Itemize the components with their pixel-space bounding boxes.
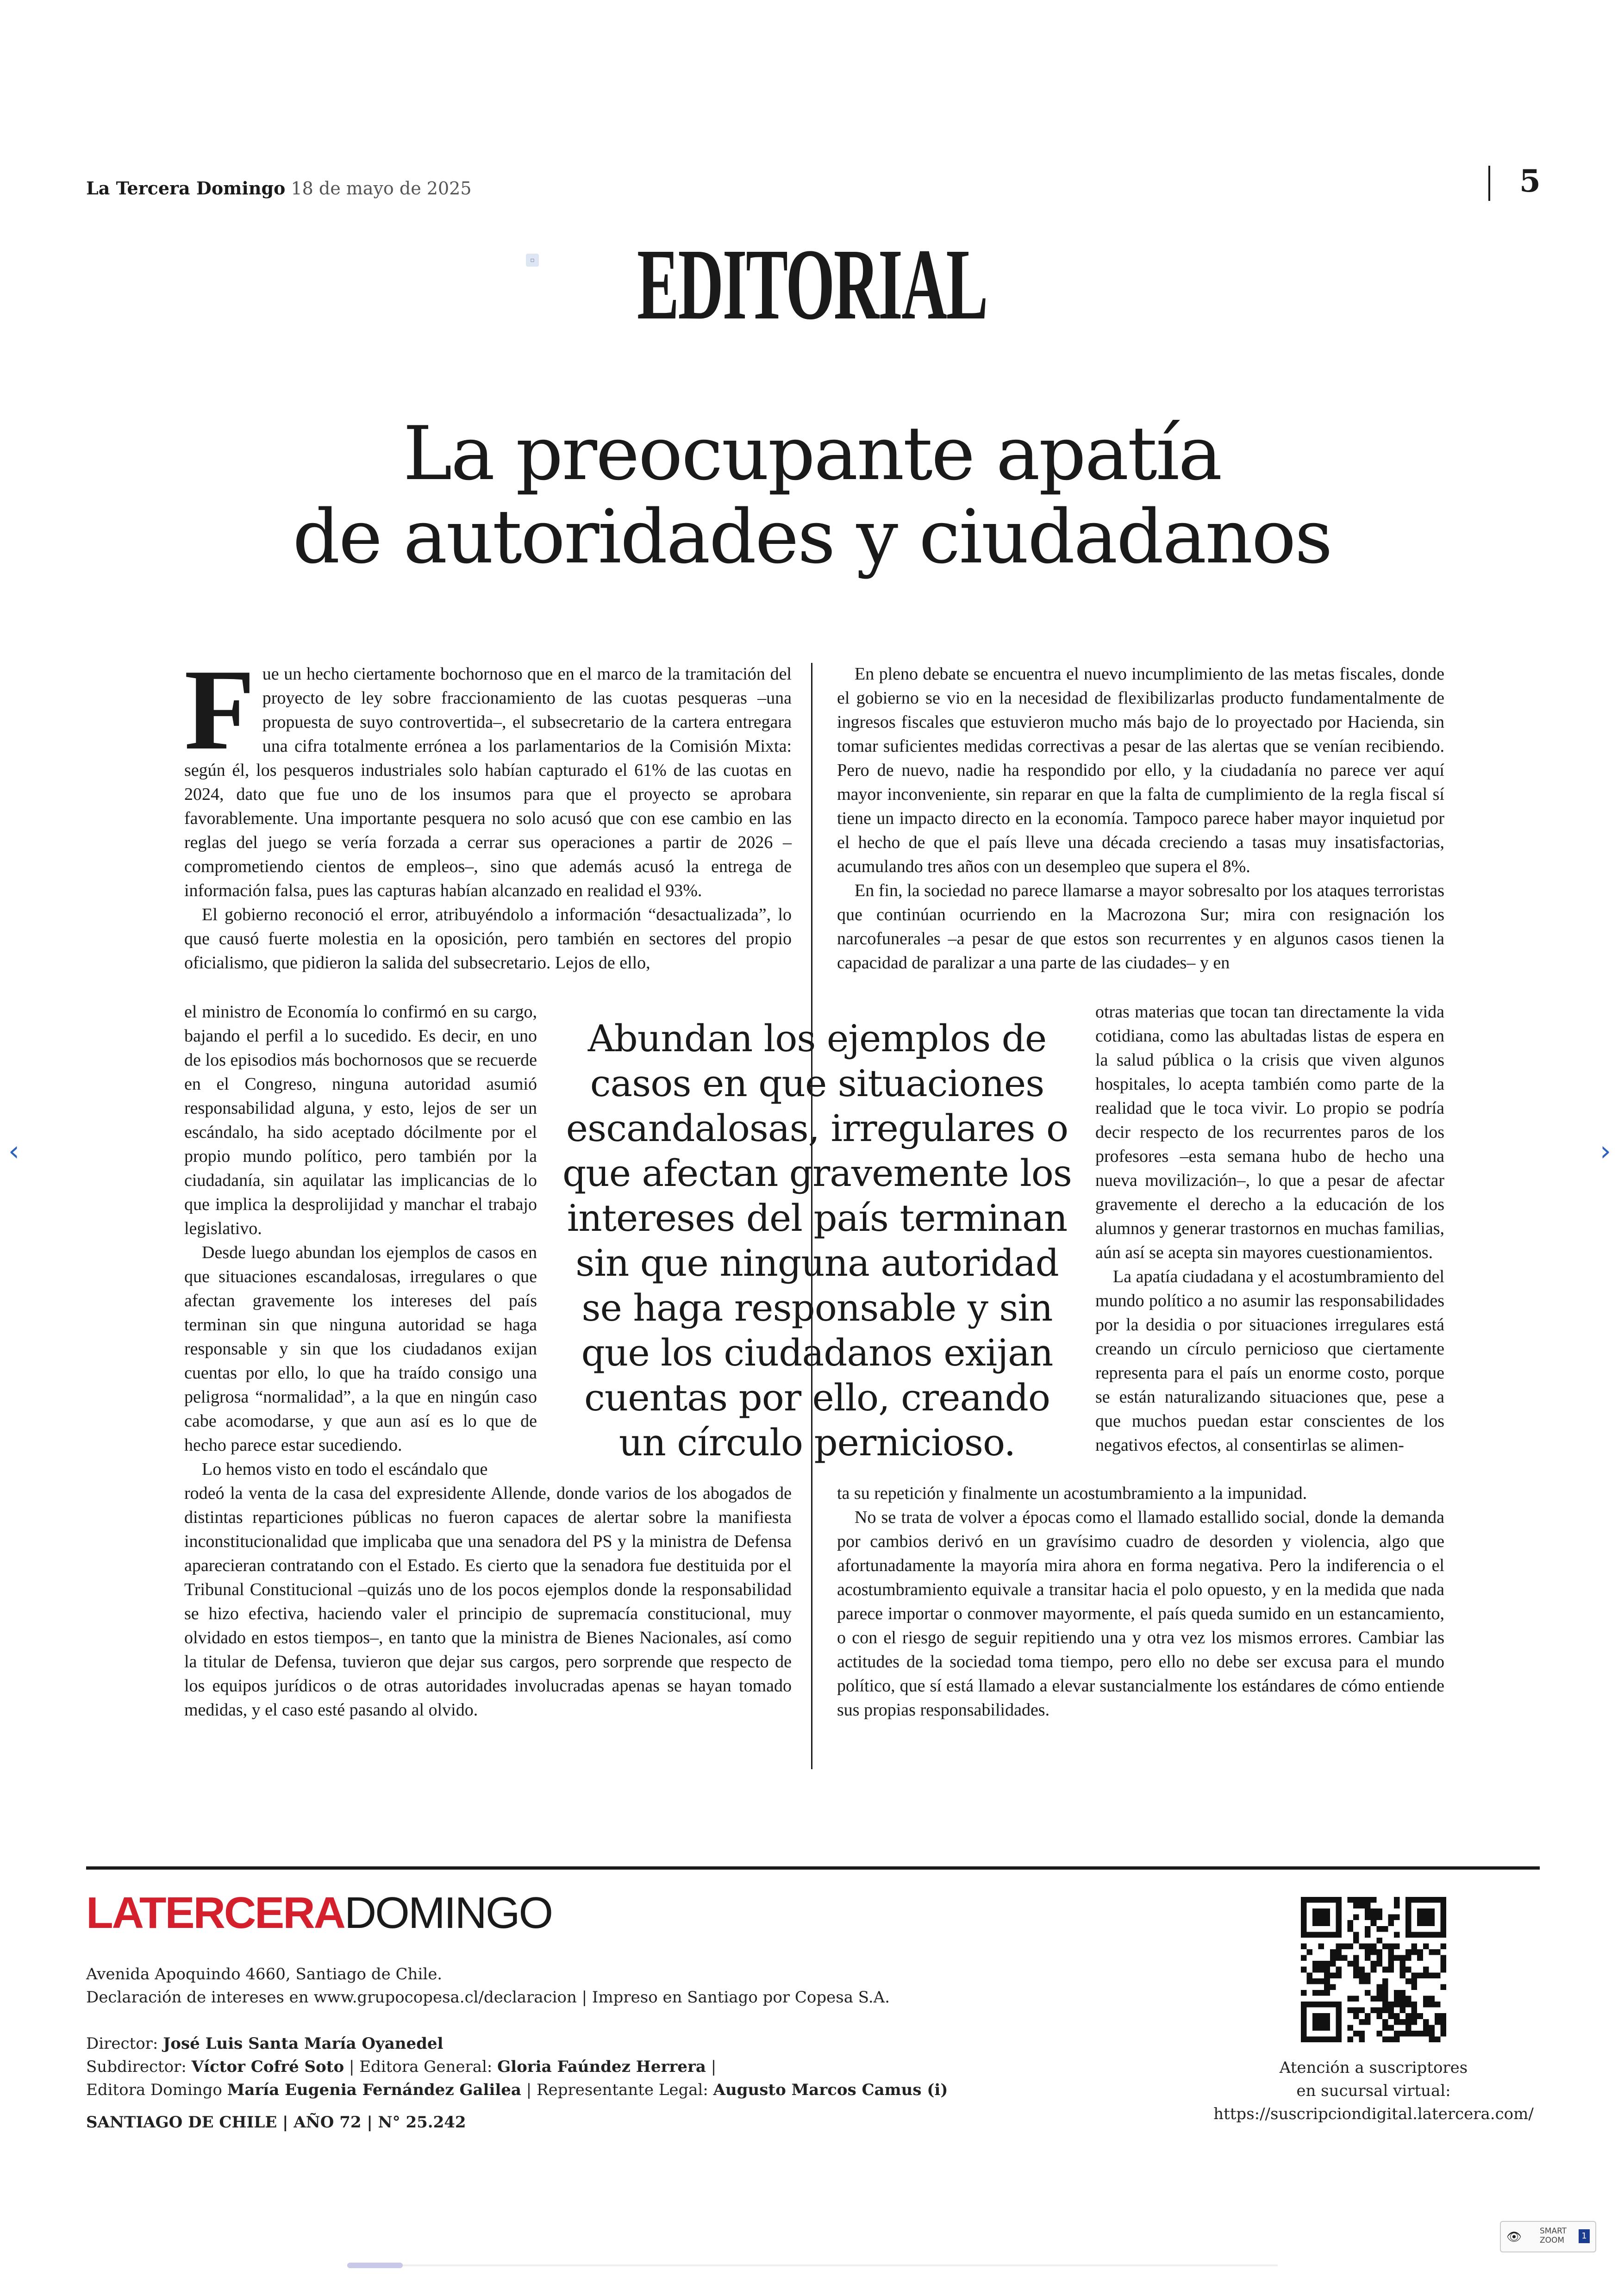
footer-subdirector-line: Subdirector: Víctor Cofré Soto | Editora General: Gloria Faúndez Herrera |	[86, 2058, 717, 2076]
editora-general-label: Editora General:	[359, 2058, 493, 2076]
paragraph-7-start: La apatía ciudadana y el acostumbramiento del mundo político a no asumir las responsabilidades por la desidia o por situaciones irregulares está creando un círculo pernicioso que ciertamente representa para el país un enorme costo, porque se están naturalizando situaciones que, pese a que muchos puedan estar conscientes de los negativos efectos, al consentirlas se alimen-	[1095, 1267, 1444, 1455]
paragraph-6-end: otras materias que tocan tan directamente la vida cotidiana, como las abultadas listas de espera en la salud pública o la crisis que viven algunos hospitales, lo acepta también como parte de la realidad que le toca vivir. Lo propio se podría decir respecto de los recurrentes paros de los profesores –esta semana hubo de hecho una nueva movilización–, lo que a pesar de afectar gravemente el derecho a la educación de los alumnos y generar trastornos en muchas familias, aún así se acepta sin mayores cuestionamientos.	[1095, 1002, 1444, 1262]
smart-zoom-badge: 1	[1579, 2229, 1590, 2243]
subdirector-name: Víctor Cofré Soto	[191, 2058, 344, 2076]
paragraph-5: En pleno debate se encuentra el nuevo incumplimiento de las metas fiscales, donde el gobierno se vio en la necesidad de flexibilizarlas producto fundamentalmente de ingresos fiscales que estuvieron mucho más bajo de lo proyectado por Hacienda, sin tomar suficientes medidas correctivas a pesar de las alertas que se venían recibiendo. Pero de nuevo, nadie ha respondido por ello, y la ciudadanía no parece ver aquí mayor inconveniente, sin reparar en que la falta de cumplimiento de la regla fiscal sí tiene un impacto directo en la economía. Tampoco parece haber mayor inquietud por el hecho de que el país lleve una década creciendo a tasas muy insatisfactorias, acumulando tres años con un desempleo que supera el 8%.	[837, 664, 1444, 876]
editora-domingo-label: Editora Domingo	[86, 2081, 222, 2099]
left-column-middle	[184, 1000, 537, 1481]
subscriber-line-1: Atención a suscriptores	[1279, 2058, 1468, 2077]
footer-divider	[86, 1866, 1540, 1870]
left-column-bottom	[184, 1481, 792, 1773]
page-number-divider	[1488, 166, 1490, 201]
subdirector-label: Subdirector:	[86, 2058, 187, 2076]
left-column-top	[184, 646, 792, 1000]
next-page-button[interactable]	[1600, 1135, 1611, 1167]
right-column-top	[837, 662, 1444, 1000]
right-column-middle	[1095, 1000, 1444, 1481]
prev-page-button[interactable]	[8, 1135, 19, 1167]
right-column-bottom	[837, 1481, 1444, 1773]
page-number: 5	[1519, 163, 1541, 199]
paragraph-7-end: ta su repetición y finalmente un acostumbramiento a la impunidad.	[837, 1484, 1307, 1503]
footer-address: Avenida Apoquindo 4660, Santiago de Chile.	[86, 1965, 443, 1983]
paragraph-6-start: En fin, la sociedad no parece llamarse a mayor sobresalto por los ataques terroristas que continúan ocurriendo en la Macrozona Sur; mira con resignación los narcofunerales –a pesar de que estos son recurrentes y en algunos casos tienen la capacidad de paralizar a una parte de las ciudades– y en	[837, 881, 1444, 973]
headline-line-1: La preocupante apatía	[403, 410, 1221, 497]
editora-general-name: Gloria Faúndez Herrera	[497, 2058, 706, 2076]
image-placeholder-icon: ▫	[526, 254, 539, 267]
paragraph-4-end: rodeó la venta de la casa del expresidente Allende, donde varios de los abogados de distintas reparticiones públicas no fueron capaces de alertar sobre la manifiesta inconstitucionalidad que implicaba que una senadora del PS y la ministra de Defensa aparecieran contratando con el Estado. Es cierto que la senadora fue destituida por el Tribunal Constitucional –quizás uno de los pocos ejemplos donde la responsabilidad se hizo efectiva, haciendo valer el principio de supremacía constitucional, muy olvidado en estos tiempos–, en tanto que la ministra de Bienes Nacionales, así como la titular de Defensa, tuvieron que dejar sus cargos, pero sorprende que respecto de los equipos jurídicos o de otras autoridades involucradas apenas se hayan tomado medidas, y el caso esté pasando al olvido.	[184, 1484, 792, 1720]
publication-name: La Tercera Domingo	[86, 178, 286, 199]
footer-director-line	[86, 2032, 443, 2055]
section-title: EDITORIAL	[637, 228, 987, 341]
footer-declaration: Declaración de intereses en www.grupocopesa.cl/declaracion | Impreso en Santiago por Copesa S.A.	[86, 1988, 890, 2007]
scroll-thumb[interactable]	[347, 2263, 403, 2268]
paragraph-2-start: El gobierno reconoció el error, atribuyéndolo a información “desactualizada”, lo que causó fuerte molestia en la oposición, pero también en sectores del propio oficialismo, que pidieron la salida del subsecretario. Lejos de ello,	[184, 905, 792, 973]
paragraph-3: Desde luego abundan los ejemplos de casos en que situaciones escandalosas, irregulares o que afectan gravemente los intereses del país terminan sin que ninguna autoridad se haga responsable y sin que los ciudadanos exijan cuentas por ello, lo que ha traído consigo una peligrosa “normalidad”, a la que en ningún caso cabe acomodarse, y que aun así es lo que de hecho parece estar sucediendo.	[184, 1243, 537, 1455]
logo-black-part: DOMINGO	[344, 1888, 552, 1938]
representante-label: Representante Legal:	[537, 2081, 708, 2099]
edition-line: SANTIAGO DE CHILE | AÑO 72 | N° 25.242	[86, 2113, 466, 2132]
headline-line-2: de autoridades y ciudadanos	[293, 493, 1331, 580]
footer-editora-line: Editora Domingo María Eugenia Fernández Galilea | Representante Legal: Augusto Marcos Camus (i)	[86, 2081, 948, 2099]
paragraph-4-start: Lo hemos visto en todo el escándalo que	[202, 1459, 488, 1479]
editora-domingo-name: María Eugenia Fernández Galilea	[227, 2081, 521, 2099]
drop-cap: F	[184, 646, 255, 774]
paragraph-1-text: ue un hecho ciertamente bochornoso que en el marco de la tramitación del proyecto de ley sobre fraccionamiento de las cuotas pesqueras –una propuesta de suyo controvertida–, el subsecretario de la cartera entregara una cifra totalmente errónea a los parlamentarios de la Comisión Mixta: según él, los pesqueros industriales solo habían capturado el 61% de las cuotas en 2024, dato que fue uno de los insumos para que el proyecto se aprobara favorablemente. Una importante pesquera no solo acusó que con ese cambio en las reglas del juego se vería forzada a cerrar sus operaciones a partir de 2026 –comprometiendo cientos de empleos–, sino que además acusó la entrega de información falsa, pues las capturas habían alcanzado en realidad el 93%.	[184, 664, 792, 900]
representante-name: Augusto Marcos Camus (i)	[713, 2081, 948, 2099]
chevron-left-icon: ‹	[8, 1135, 19, 1167]
logo-red-part: LATERCERA	[86, 1888, 344, 1938]
director-label: Director:	[86, 2034, 158, 2053]
subscriber-line-2: en sucursal virtual:	[1296, 2082, 1451, 2100]
qr-code[interactable]	[1301, 1897, 1446, 2042]
smart-zoom-label: SMART ZOOM	[1540, 2226, 1567, 2245]
subscriber-info	[1204, 2056, 1543, 2126]
paragraph-8: No se trata de volver a épocas como el llamado estallido social, donde la demanda por cambios derivó en un gravísimo cuadro de desorden y violencia, algo que afortunadamente la mayoría mira ahora en forma negativa. Pero la indiferencia o el acostumbramiento equivale a transitar hacia el polo opuesto, y en la medida que nada parece importar o conmover mayormente, el país queda sumido en un estancamiento, o con el riesgo de seguir repitiendo una y otra vez los mismos errores. Cambiar las actitudes de la sociedad toma tiempo, pero ello no debe ser excusa para el mundo político, que sí está llamado a elevar sustancialmente los estándares de cómo entiende sus propias responsabilidades.	[837, 1508, 1444, 1720]
paragraph-2-end: el ministro de Economía lo confirmó en su cargo, bajando el perfil a lo sucedido. Es decir, en uno de los episodios más bochornosos que se recuerde en el Congreso, ninguna autoridad asumió responsabilidad alguna, y esto, lejos de ser un escándalo, ha sido aceptado dócilmente por el propio mundo político, pero también por la ciudadanía, sin aquilatar las implicancias de lo que implica la desprolijidad y manchar el trabajo legislativo.	[184, 1002, 537, 1238]
director-name: José Luis Santa María Oyanedel	[163, 2034, 443, 2053]
pull-quote: Abundan los ejemplos de casos en que situaciones escandalosas, irregulares o que afectan gravemente los intereses del país terminan sin que ninguna autoridad se haga responsable y sin que los ciudadanos exijan cuentas por ello, creando un círculo pernicioso.	[562, 1017, 1072, 1464]
newspaper-logo	[86, 1888, 552, 1939]
chevron-right-icon: ›	[1600, 1135, 1611, 1167]
scroll-track[interactable]	[347, 2264, 1278, 2266]
eye-icon: 👁	[1506, 2230, 1522, 2244]
subscriber-url[interactable]: https://suscripciondigital.latercera.com/	[1213, 2105, 1534, 2123]
article-headline	[139, 412, 1485, 579]
smart-zoom-button[interactable]	[1500, 2221, 1596, 2252]
paragraph-1	[184, 646, 792, 903]
publication-date: 18 de mayo de 2025	[291, 178, 472, 199]
publication-header	[86, 178, 472, 199]
